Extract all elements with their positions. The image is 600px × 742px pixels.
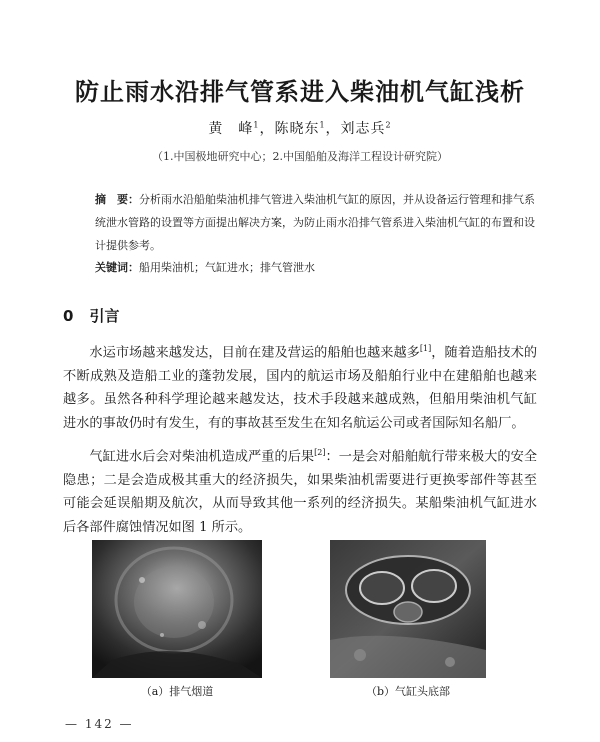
exhaust-duct-image <box>92 540 262 678</box>
figure-caption: （b）气缸头底部 <box>365 685 451 698</box>
cylinder-head-image <box>330 540 486 678</box>
figure-caption: （a）排气烟道 <box>140 685 214 698</box>
figure-cylinder-head-photo <box>330 540 486 678</box>
affiliation-marker: 1 <box>253 120 260 130</box>
abstract <box>95 188 535 257</box>
paragraph-text: ，随着造船技术的不断成熟及造船工业的蓬勃发展，国内的航运市场及船舶行业中在建船舶也越来越多。虽然各种科学理论越来越发达，技术手段越来越成熟，但船用柴油机气缸进水的事故仍时有发生，有的事故甚至发生在知名航运公司或者国际知名船厂。 <box>63 345 538 431</box>
figure-exhaust-duct-photo <box>92 540 262 678</box>
author-name: 黄 峰 <box>208 121 254 137</box>
keywords <box>95 258 535 278</box>
paragraph-text: 气缸进水后会对柴油机造成严重的后果 <box>89 449 315 465</box>
affiliation-line: （1.中国极地研究中心；2.中国船舶及海洋工程设计研究院） <box>152 150 448 163</box>
author-line: 黄 峰$^1$，陈晓东$^1$，刘志兵$^2$ <box>208 120 392 137</box>
keywords-text: 船用柴油机；气缸进水；排气管泄水 <box>139 261 315 274</box>
author-name: 刘志兵 <box>340 121 386 137</box>
paragraph-text: ：一是会对船舶航行带来极大的安全隐患；二是会造成极其重大的经济损失，如果柴油机需要进行更换零部件等甚至可能会延误船期及航次，从而导致其他一系列的经济损失。某船柴油机气缸进水后各部件腐蚀情况如图 1 所示。 <box>63 449 538 535</box>
paragraph-text: 水运市场越来越发达，目前在建及营运的船舶也越来越多 <box>89 345 420 361</box>
abstract-text: 分析雨水沿船舶柴油机排气管进入柴油机气缸的原因，并从设备运行管理和排气系统泄水管路的设置等方面提出解决方案，为防止雨水沿排气管系进入柴油机气缸的布置和设计提供参考。 <box>95 193 535 252</box>
section-number: 0 <box>63 307 74 325</box>
affiliation-marker: 1 <box>319 120 326 130</box>
abstract-label: 摘 要： <box>95 193 139 206</box>
section-title: 引言 <box>89 307 120 325</box>
paper-title: 防止雨水沿排气管系进入柴油机气缸浅析 <box>75 78 525 106</box>
citation-ref: [2] <box>314 448 326 457</box>
citation-ref: [1] <box>419 344 432 353</box>
page-number: — 142 — <box>65 717 134 731</box>
author-name: 陈晓东 <box>274 121 320 137</box>
body-paragraph <box>63 441 537 539</box>
section-heading <box>63 305 119 326</box>
body-paragraph <box>63 337 537 435</box>
affiliation-marker: 2 <box>385 120 392 130</box>
keywords-label: 关键词： <box>95 261 139 274</box>
